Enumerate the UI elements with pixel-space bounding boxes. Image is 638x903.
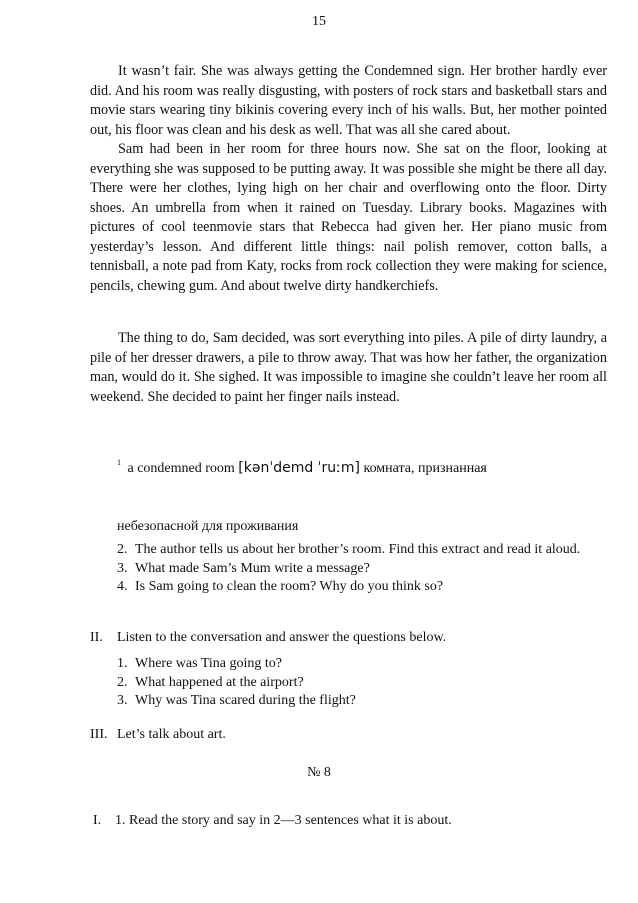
section-4-heading xyxy=(93,813,452,829)
question-number: 4. xyxy=(117,579,128,594)
section-3-heading xyxy=(90,727,226,743)
section-task-text: Listen to the conversation and answer the questions below. xyxy=(117,630,447,645)
question-item xyxy=(117,692,607,711)
footnote xyxy=(117,458,487,477)
question-text: The author tells us about her brother’s room. Find this extract and read it aloud. xyxy=(135,542,581,557)
question-number: 1. xyxy=(117,656,128,671)
lesson-number: № 8 xyxy=(307,765,331,780)
question-text: What happened at the airport? xyxy=(135,674,304,690)
story-paragraph: Sam had been in her room for three hours now. She sat on the floor, looking at everything she was supposed to be putting away. It was possible she might be there all day. There were her clothes, lying high on her chair and overflowing onto the floor. Dirty shoes. An umbrella from when it rained on Tuesday. Library books. Magazines with pictures of cool teenmovie stars that Rebecca had given her. Her piano music from yesterday’s lesson. And different little things: nail polish remover, cotton balls, a tennisball, a note pad from Katy, rocks from rock collection they were making for science, pencils, chewing gum. And about twelve dirty handkerchiefs. xyxy=(90,141,607,294)
footnote-marker: 1 xyxy=(117,458,121,467)
section-2-heading xyxy=(90,630,446,646)
question-text: Why was Tina scared during the flight? xyxy=(135,693,356,708)
section-roman-numeral: III. xyxy=(90,727,108,742)
section-roman-numeral: I. xyxy=(93,813,102,828)
question-item xyxy=(117,541,607,560)
question-number: 2. xyxy=(117,674,128,690)
question-item xyxy=(117,560,607,579)
footnote-translation-continued: небезопасной для проживания xyxy=(117,519,299,534)
section-task-text: Let’s talk about art. xyxy=(117,727,226,742)
question-text: Is Sam going to clean the room? Why do you think so? xyxy=(135,579,444,594)
question-number: 3. xyxy=(117,560,128,576)
section-roman-numeral: II. xyxy=(90,630,103,645)
footnote-transcription: [kənˈdemd ˈruːm] xyxy=(238,460,360,476)
story-text-part-1 xyxy=(90,62,607,296)
story-paragraph: The thing to do, Sam decided, was sort everything into piles. A pile of dirty laundry, a pile of her dresser drawers, a pile to throw away. That was how her father, the organization man, would do it. She sighed. It was impossible to imagine she couldn’t leave her room all weekend. She decided to paint her finger nails instead. xyxy=(90,330,607,405)
questions-list-1 xyxy=(117,541,607,597)
questions-list-2 xyxy=(117,655,607,711)
question-number: 3. xyxy=(117,693,128,708)
question-text: Where was Tina going to? xyxy=(135,656,282,671)
question-text: What made Sam’s Mum write a message? xyxy=(135,560,370,576)
story-text-part-2 xyxy=(90,329,607,407)
question-item xyxy=(117,578,607,597)
task-number: 1. xyxy=(115,813,126,828)
question-item xyxy=(117,674,607,693)
story-paragraph: It wasn’t fair. She was always getting the Condemned sign. Her brother hardly ever did. And his room was really disgusting, with posters of rock stars and basketball stars and movie stars wearing tiny bikinis covering every inch of his walls. But, her mother pointed out, his floor was clean and his desk as well. That was all she cared about. xyxy=(90,63,607,138)
footnote-translation: комната, признанная xyxy=(363,461,487,476)
page-number: 15 xyxy=(312,14,326,29)
question-number: 2. xyxy=(117,542,128,557)
section-task-text: Read the story and say in 2—3 sentences what it is about. xyxy=(129,813,452,828)
footnote-term: a condemned room xyxy=(127,461,235,476)
question-item xyxy=(117,655,607,674)
